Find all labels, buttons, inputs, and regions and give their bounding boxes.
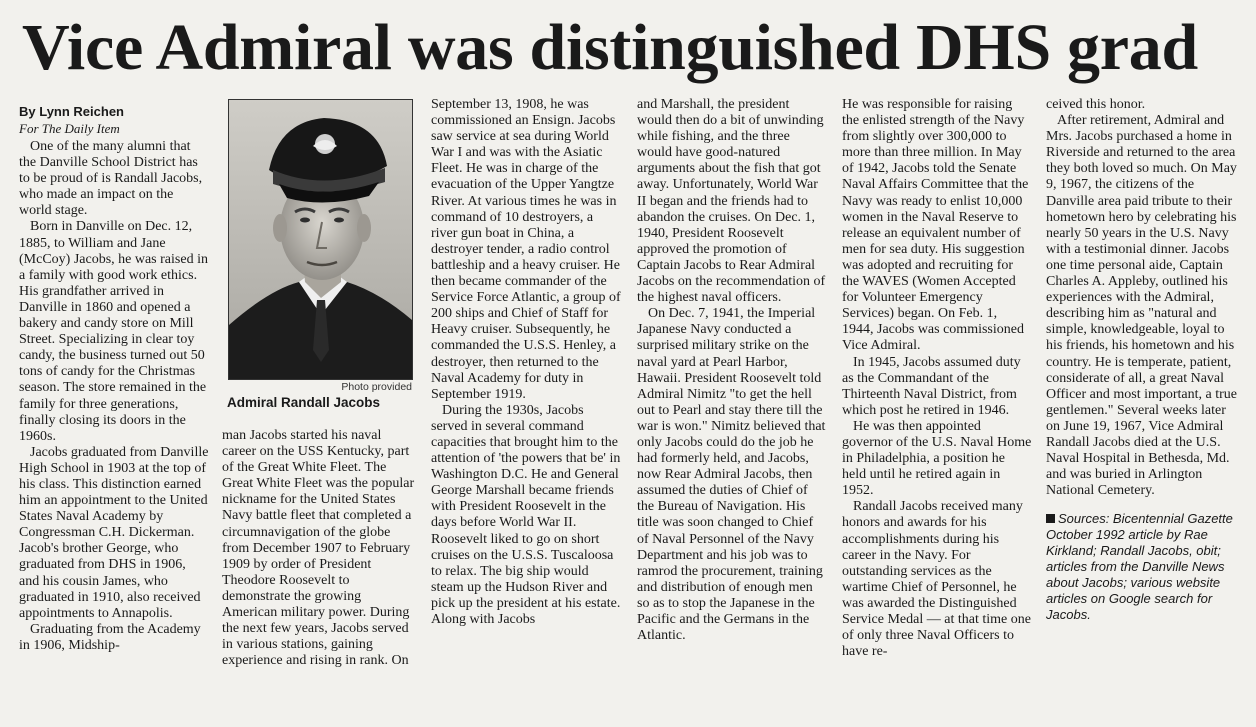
paragraph: and Marshall, the president would then do a bit of unwinding while fishing, and the three would have good-natured arguments about the fish that got away. Unfortunately, World War II began and the friends had to abandon the cruises. On Dec. 1, 1940, President Roosevelt approved the promotion of Captain Jacobs to Rear Admiral Jacobs on the recommendation of the highest naval officers. xyxy=(637,97,826,306)
article-column-5 xyxy=(842,97,1032,660)
paragraph: During the 1930s, Jacobs served in several command capacities that brought him to the attention of 'the powers that be' in Washington D.C. He and General George Marshall became friends with President Roosevelt in the days before World War II. Roosevelt liked to go on short cruises on the U.S.S. Tuscaloosa to relax. The big ship would steam up the Hudson River and pick up the president at his estate. Along with Jacobs xyxy=(431,402,621,627)
paragraph: He was responsible for raising the enlisted strength of the Navy from slightly over 300,000 to more than three million. In May of 1942, Jacobs told the Senate Naval Affairs Committee that the Navy was ready to enlist 10,000 women in the Naval Reserve to release an equivalent number of men for sea duty. His suggestion was adopted and recruiting for the WAVES (Women Accepted for Volunteer Emergency Services) began. On Feb. 1, 1944, Jacobs was commissioned Vice Admiral. xyxy=(842,97,1029,354)
paragraph: ceived this honor. xyxy=(1046,97,1146,112)
byline-affiliation: For The Daily Item xyxy=(19,121,120,136)
sources-note xyxy=(1046,511,1238,623)
paragraph: One of the many alumni that the Danville School District has to be proud of is Randall Jacobs, who made an impact on the world stage. xyxy=(19,139,203,219)
admiral-portrait-photo xyxy=(228,99,413,380)
paragraph: Born in Danville on Dec. 12, 1885, to William and Jane (McCoy) Jacobs, he was raised in a family with good work ethics. His grandfather arrived in Danville in 1860 and opened a bakery and candy store on Mill Street. Specializing in clear toy candy, the business turned out 50 tons of candy for the Christmas season. The store remained in the family for three generations, finally closing its doors in the 1960s. xyxy=(19,219,208,444)
article-column-2 xyxy=(222,428,417,669)
paragraph: Jacobs graduated from Danville High School in 1903 at the top of his class. This distinction earned him an appointment to the United States Naval Academy by Congressman C.H. Dickerman. Jacob's brother George, who graduated from DHS in 1906, and his cousin James, who graduated in 1910, also received appointments to Annapolis. xyxy=(19,444,209,621)
paragraph: September 13, 1908, he was commissioned an Ensign. Jacobs saw service at sea during World War I and was with the Asiatic Fleet. He was in charge of the evacuation of the Upper Yangtze River. At various times he was in command of 10 destroyers, a river gun boat in China, a destroyer tender, a radio control battleship and a heavy cruiser. He then became commander of the Service Force Atlantic, a group of 200 ships and Chief of Staff for Heavy cruiser. Subsequently, he commanded the U.S.S. Henley, a destroyer, then returned to the Naval Academy for duty in September 1919. xyxy=(431,97,621,402)
article-column-6 xyxy=(1046,97,1238,623)
square-bullet-icon xyxy=(1046,514,1055,523)
article-column-4 xyxy=(637,97,827,644)
paragraph: On Dec. 7, 1941, the Imperial Japanese Navy conducted a surprised military strike on the naval yard at Pearl Harbor, Hawaii. President Roosevelt told Admiral Nimitz "to get the hell out to Pearl and stay there till the war is won." Nimitz believed that only Jacobs could do the job he had formerly held, and Jacobs, now Rear Admiral Jacobs, then assumed the duties of Chief of the Bureau of Navigation. His title was soon changed to Chief of Naval Personnel of the Navy Department and his job was to ramrod the procurement, training and distribution of enough men so as to stop the Japanese in the Pacific and the Germans in the Atlantic. xyxy=(637,306,826,644)
paragraph: After retirement, Admiral and Mrs. Jacobs purchased a home in Riverside and returned to the area they both loved so much. On May 9, 1967, the citizens of the Danville area paid tribute to their hometown hero by celebrating his nearly 50 years in the U.S. Navy with a testimonial dinner. Jacobs one time personal aide, Captain Charles A. Appleby, outlined his experiences with the Admiral, describing him as "natural and simple, knowledgeable, loyal to his friends, his hometown and his country. He is temperate, patient, considerate of all, a great Naval Officer and most important, a true gentlemen." Several weeks later on June 19, 1967, Vice Admiral Randall Jacobs died at the U.S. Naval Hospital in Bethesda, Md. and was buried in Arlington National Cemetery. xyxy=(1046,113,1238,499)
photo-caption: Admiral Randall Jacobs xyxy=(227,395,381,410)
photo-credit: Photo provided xyxy=(341,381,412,393)
article-column-3 xyxy=(431,97,621,628)
article-column-1 xyxy=(19,104,209,654)
paragraph: In 1945, Jacobs assumed duty as the Commandant of the Thirteenth Naval District, from which post he retired in 1946. xyxy=(842,354,1021,418)
paragraph: Graduating from the Academy in 1906, Midship- xyxy=(19,621,201,653)
paragraph: Randall Jacobs received many honors and awards for his accomplishments during his career in the Navy. For outstanding services as the wartime Chief of Personnel, he was awarded the Distinguished Service Medal — at that time one of only three Naval Officers to have re- xyxy=(842,499,1031,660)
paragraph: man Jacobs started his naval career on the USS Kentucky, part of the Great White Fleet. The Great White Fleet was the popular nickname for the United States Navy battle fleet that completed a circumnavigation of the globe from December 1907 to February 1909 by order of President Theodore Roosevelt to demonstrate the growing American military power. During the next few years, Jacobs served in various stations, gaining experience and rising in rank. On xyxy=(222,428,415,669)
byline: By Lynn Reichen xyxy=(19,104,124,119)
headline: Vice Admiral was distinguished DHS grad xyxy=(22,11,1198,84)
paragraph: He was then appointed governor of the U.S. Naval Home in Philadelphia, a position he held until he retired again in 1952. xyxy=(842,418,1032,499)
sources-text: Sources: Bicentennial Gazette October 1992 article by Rae Kirkland; Randall Jacobs, obit; articles from the Danville News about Jacobs; various website articles on Google search for Jacobs. xyxy=(1046,511,1233,623)
